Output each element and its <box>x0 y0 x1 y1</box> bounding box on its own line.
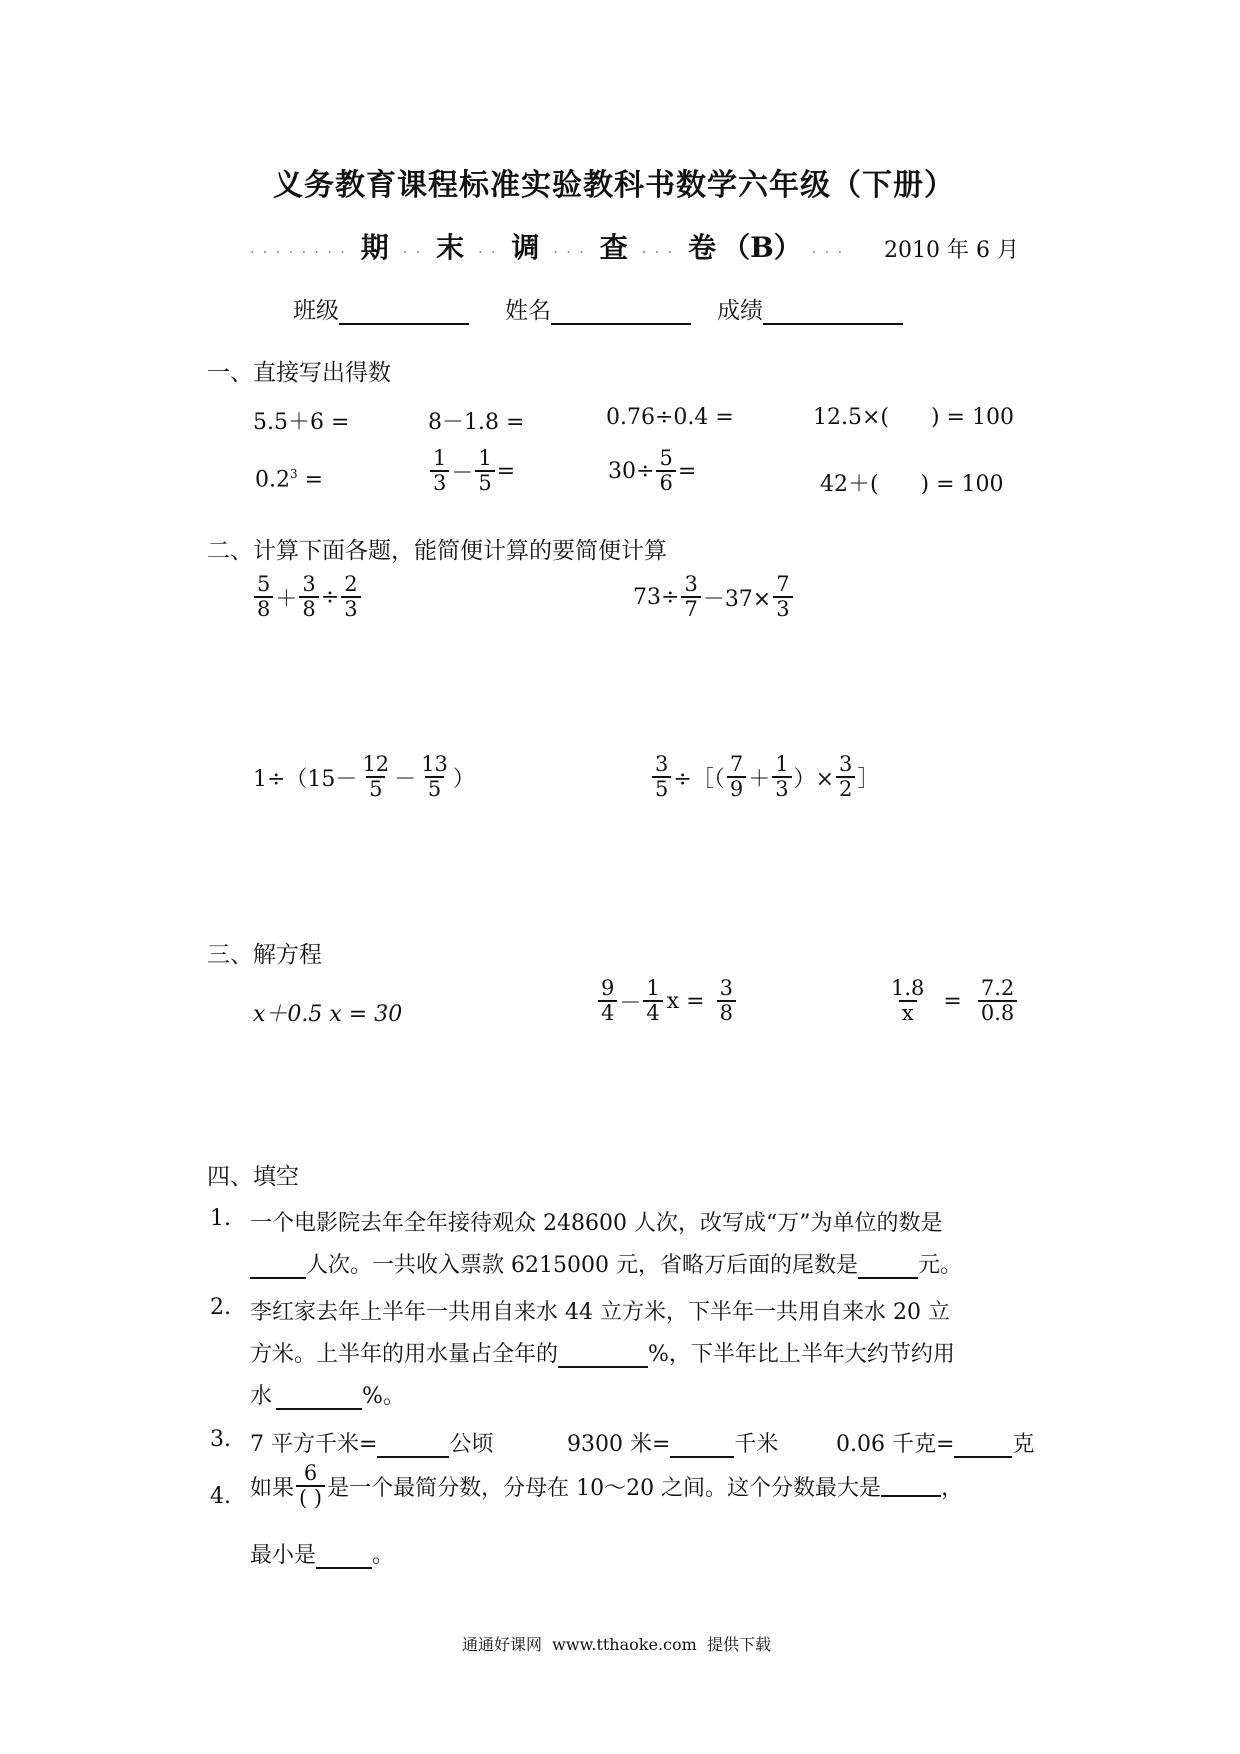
class-blank[interactable] <box>339 299 469 325</box>
subtitle-char: 期 <box>360 231 389 264</box>
s1-q1: 5.5＋6 = <box>253 410 350 435</box>
name-field <box>505 292 691 325</box>
s1-q8: 42＋( ) = 100 <box>820 472 1004 497</box>
q3-part-b: 9300 米= 千米 <box>567 1432 779 1457</box>
s3-equation3: $\frac{1.8}{x}$ = $\frac{7.2}{0.8}$ <box>886 977 1019 1025</box>
subtitle-version: （B） <box>722 231 802 264</box>
s1-q5: $0.2^3$ = <box>255 467 324 493</box>
score-label: 成绩 <box>717 298 763 324</box>
name-label: 姓名 <box>505 298 551 324</box>
subtitle-char: 查 <box>599 231 628 264</box>
q3-part-a: 7 平方千米= 公顷 <box>250 1432 494 1457</box>
q4-line2: 最小是 。 <box>250 1543 395 1568</box>
section2-heading: 二、计算下面各题，能简便计算的要简便计算 <box>207 538 667 564</box>
q2-blank2[interactable] <box>276 1384 362 1410</box>
q3-number: 3. <box>210 1427 231 1452</box>
page-title: 义务教育课程标准实验教科书数学六年级（下册） <box>273 168 955 203</box>
s2-problem2: 73÷ $\frac{3}{7}$ －37× $\frac{7}{3}$ <box>633 573 795 621</box>
q2-line3: 水 %。 <box>250 1384 405 1409</box>
class-label: 班级 <box>293 298 339 324</box>
q2-line1: 李红家去年上半年一共用自来水 44 立方米，下半年一共用自来水 20 立 <box>250 1300 950 1325</box>
q1-blank1[interactable] <box>250 1253 306 1279</box>
name-blank[interactable] <box>551 299 691 325</box>
q4-number: 4. <box>210 1484 231 1509</box>
footer-text: 通通好课网 www.tthaoke.com 提供下载 <box>462 1635 771 1654</box>
s3-equation2: $\frac{9}{4}$ － $\frac{1}{4}$ x = $\frac{3}{8}$ <box>596 977 738 1025</box>
q3-part-c: 0.06 千克= 克 <box>836 1432 1035 1457</box>
q3-blank1[interactable] <box>377 1432 449 1458</box>
class-field <box>293 292 469 325</box>
s3-equation1: x＋0.5 x = 30 <box>253 1002 403 1027</box>
section3-heading: 三、解方程 <box>207 942 322 968</box>
section4-heading: 四、填空 <box>207 1164 299 1190</box>
s2-problem3: 1÷（15－ $\frac{12}{5}$ － $\frac{13}{5}$ ） <box>253 752 475 802</box>
score-field <box>717 292 903 325</box>
subtitle-char: 末 <box>436 231 465 264</box>
score-blank[interactable] <box>763 299 903 325</box>
q3-blank2[interactable] <box>670 1432 734 1458</box>
s1-q2: 8－1.8 = <box>428 410 525 435</box>
s2-problem1: $\frac{5}{8}$ ＋ $\frac{3}{8}$ ÷ $\frac{2}{3}$ <box>252 573 363 621</box>
q4-blank2[interactable] <box>316 1543 372 1569</box>
s1-q3: 0.76÷0.4 = <box>606 405 734 430</box>
q3-blank3[interactable] <box>954 1432 1012 1458</box>
subtitle-row: · · · · · · · · 期 · · 末 · · 调 · · · 查 · · · 卷 （B） · · · 2010 年 6 月 <box>250 226 1019 266</box>
s2-problem4: $\frac{3}{5}$ ÷［（ $\frac{7}{9}$ ＋ $\frac{1}{3}$ ）× $\frac{3}{2}$ ］ <box>650 753 879 801</box>
subtitle-char: 调 <box>511 231 540 264</box>
q2-number: 2. <box>210 1295 231 1320</box>
exam-date: 2010 年 6 月 <box>884 238 1019 263</box>
q1-blank2[interactable] <box>858 1253 918 1279</box>
s1-q6: $\frac{1}{3}$ － $\frac{1}{5}$ = <box>428 447 515 495</box>
q4-blank1[interactable] <box>881 1475 941 1497</box>
q1-line2: 人次。一共收入票款 6215000 元，省略万后面的尾数是 元。 <box>250 1248 962 1279</box>
q2-blank1[interactable] <box>558 1342 648 1368</box>
q4-line1: 如果 $\frac{6}{( )}$ 是一个最简分数，分母在 10～20 之间。这个分数最大是 ， <box>250 1461 964 1511</box>
q1-line1: 一个电影院去年全年接待观众 248600 人次，改写成“万”为单位的数是 <box>250 1211 943 1236</box>
s1-q4: 12.5×( ) = 100 <box>813 405 1014 430</box>
section1-heading: 一、直接写出得数 <box>207 360 391 386</box>
s1-q7: 30÷ $\frac{5}{6}$ = <box>608 446 697 496</box>
q2-line2: 方米。上半年的用水量占全年的 %，下半年比上半年大约节约用 <box>250 1342 955 1367</box>
q1-number: 1. <box>210 1206 231 1231</box>
subtitle-char: 卷 <box>688 231 717 264</box>
